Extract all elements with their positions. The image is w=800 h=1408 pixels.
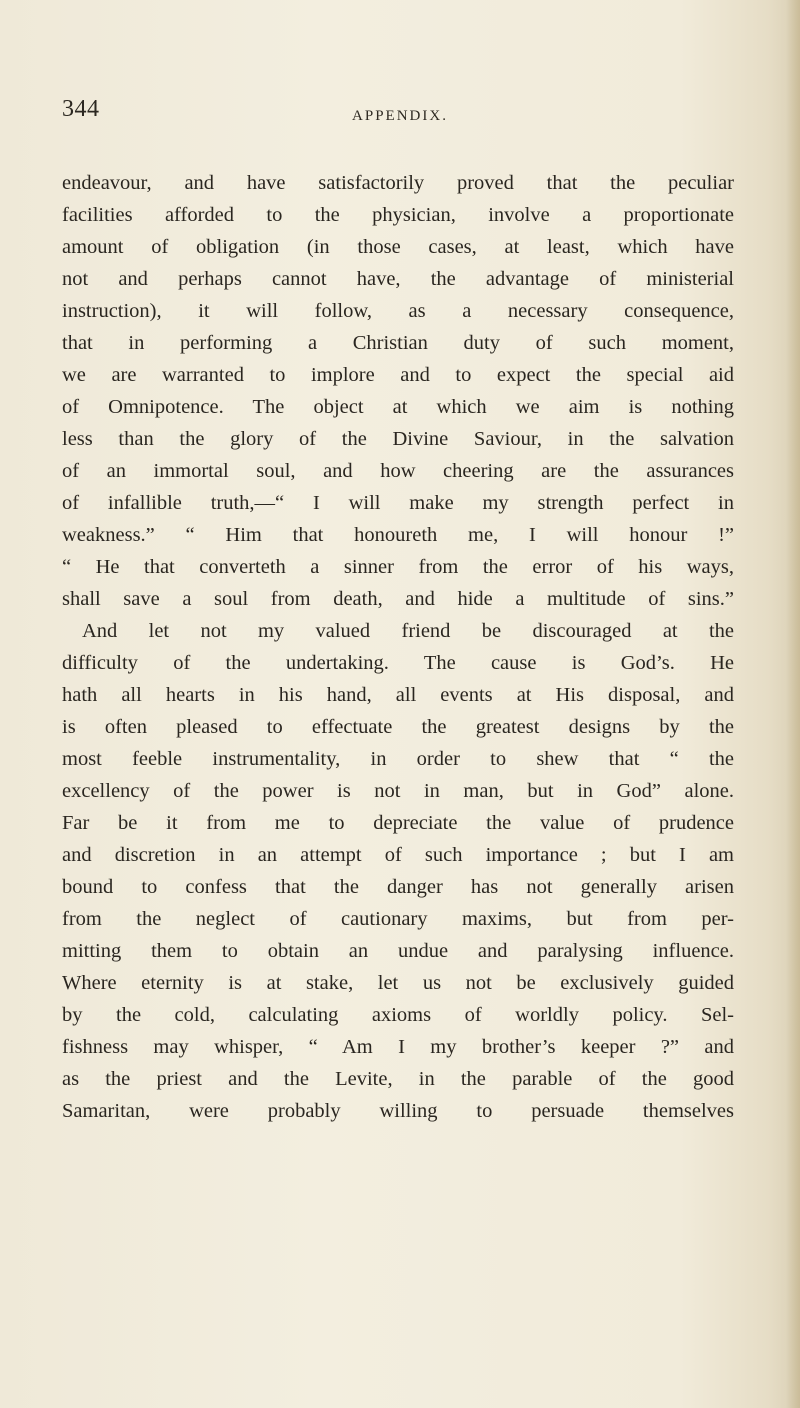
text-line: most feeble instrumentality, in order to shew that “ the [62,748,734,770]
text-line: “ He that converteth a sinner from the error of his ways, [62,556,734,578]
text-line: and discretion in an attempt of such importance ; but I am [62,844,734,866]
text-line: mitting them to obtain an undue and paralysing influence. [62,940,734,962]
text-line: of an immortal soul, and how cheering are the assurances [62,460,734,482]
text-line: fishness may whisper, “ Am I my brother’s keeper ?” and [62,1036,734,1058]
text-line: difficulty of the undertaking. The cause is God’s. He [62,652,734,674]
page-edge-shadow [786,0,800,1408]
text-line: from the neglect of cautionary maxims, but from per- [62,908,734,930]
text-line: shall save a soul from death, and hide a multitude of sins.” [62,588,734,610]
text-line: excellency of the power is not in man, but in God” alone. [62,780,734,802]
text-line: Samaritan, were probably willing to persuade themselves [62,1100,734,1122]
text-line: not and perhaps cannot have, the advantage of ministerial [62,268,734,290]
text-line: endeavour, and have satisfactorily proved that the peculiar [62,172,734,194]
text-line: of infallible truth,—“ I will make my strength perfect in [62,492,734,514]
body-text [62,167,734,1127]
text-line: weakness.” “ Him that honoureth me, I will honour !” [62,524,734,546]
text-line: that in performing a Christian duty of such moment, [62,332,734,354]
text-line: is often pleased to effectuate the greatest designs by the [62,716,734,738]
paragraph-first-line: And let not my valued friend be discouraged at the [82,620,734,642]
text-line: as the priest and the Levite, in the parable of the good [62,1068,734,1090]
page-number: 344 [62,96,100,122]
text-line: instruction), it will follow, as a necessary consequence, [62,300,734,322]
text-line: less than the glory of the Divine Saviour, in the salvation [62,428,734,450]
text-line: hath all hearts in his hand, all events at His disposal, and [62,684,734,706]
text-line: Far be it from me to depreciate the value of prudence [62,812,734,834]
text-line: facilities afforded to the physician, involve a proportionate [62,204,734,226]
text-line: bound to confess that the danger has not generally arisen [62,876,734,898]
text-line: we are warranted to implore and to expect the special aid [62,364,734,386]
text-line: Where eternity is at stake, let us not be exclusively guided [62,972,734,994]
text-line: by the cold, calculating axioms of worldly policy. Sel- [62,1004,734,1026]
text-line: amount of obligation (in those cases, at least, which have [62,236,734,258]
text-line: of Omnipotence. The object at which we aim is nothing [62,396,734,418]
running-head: APPENDIX. [352,108,448,124]
